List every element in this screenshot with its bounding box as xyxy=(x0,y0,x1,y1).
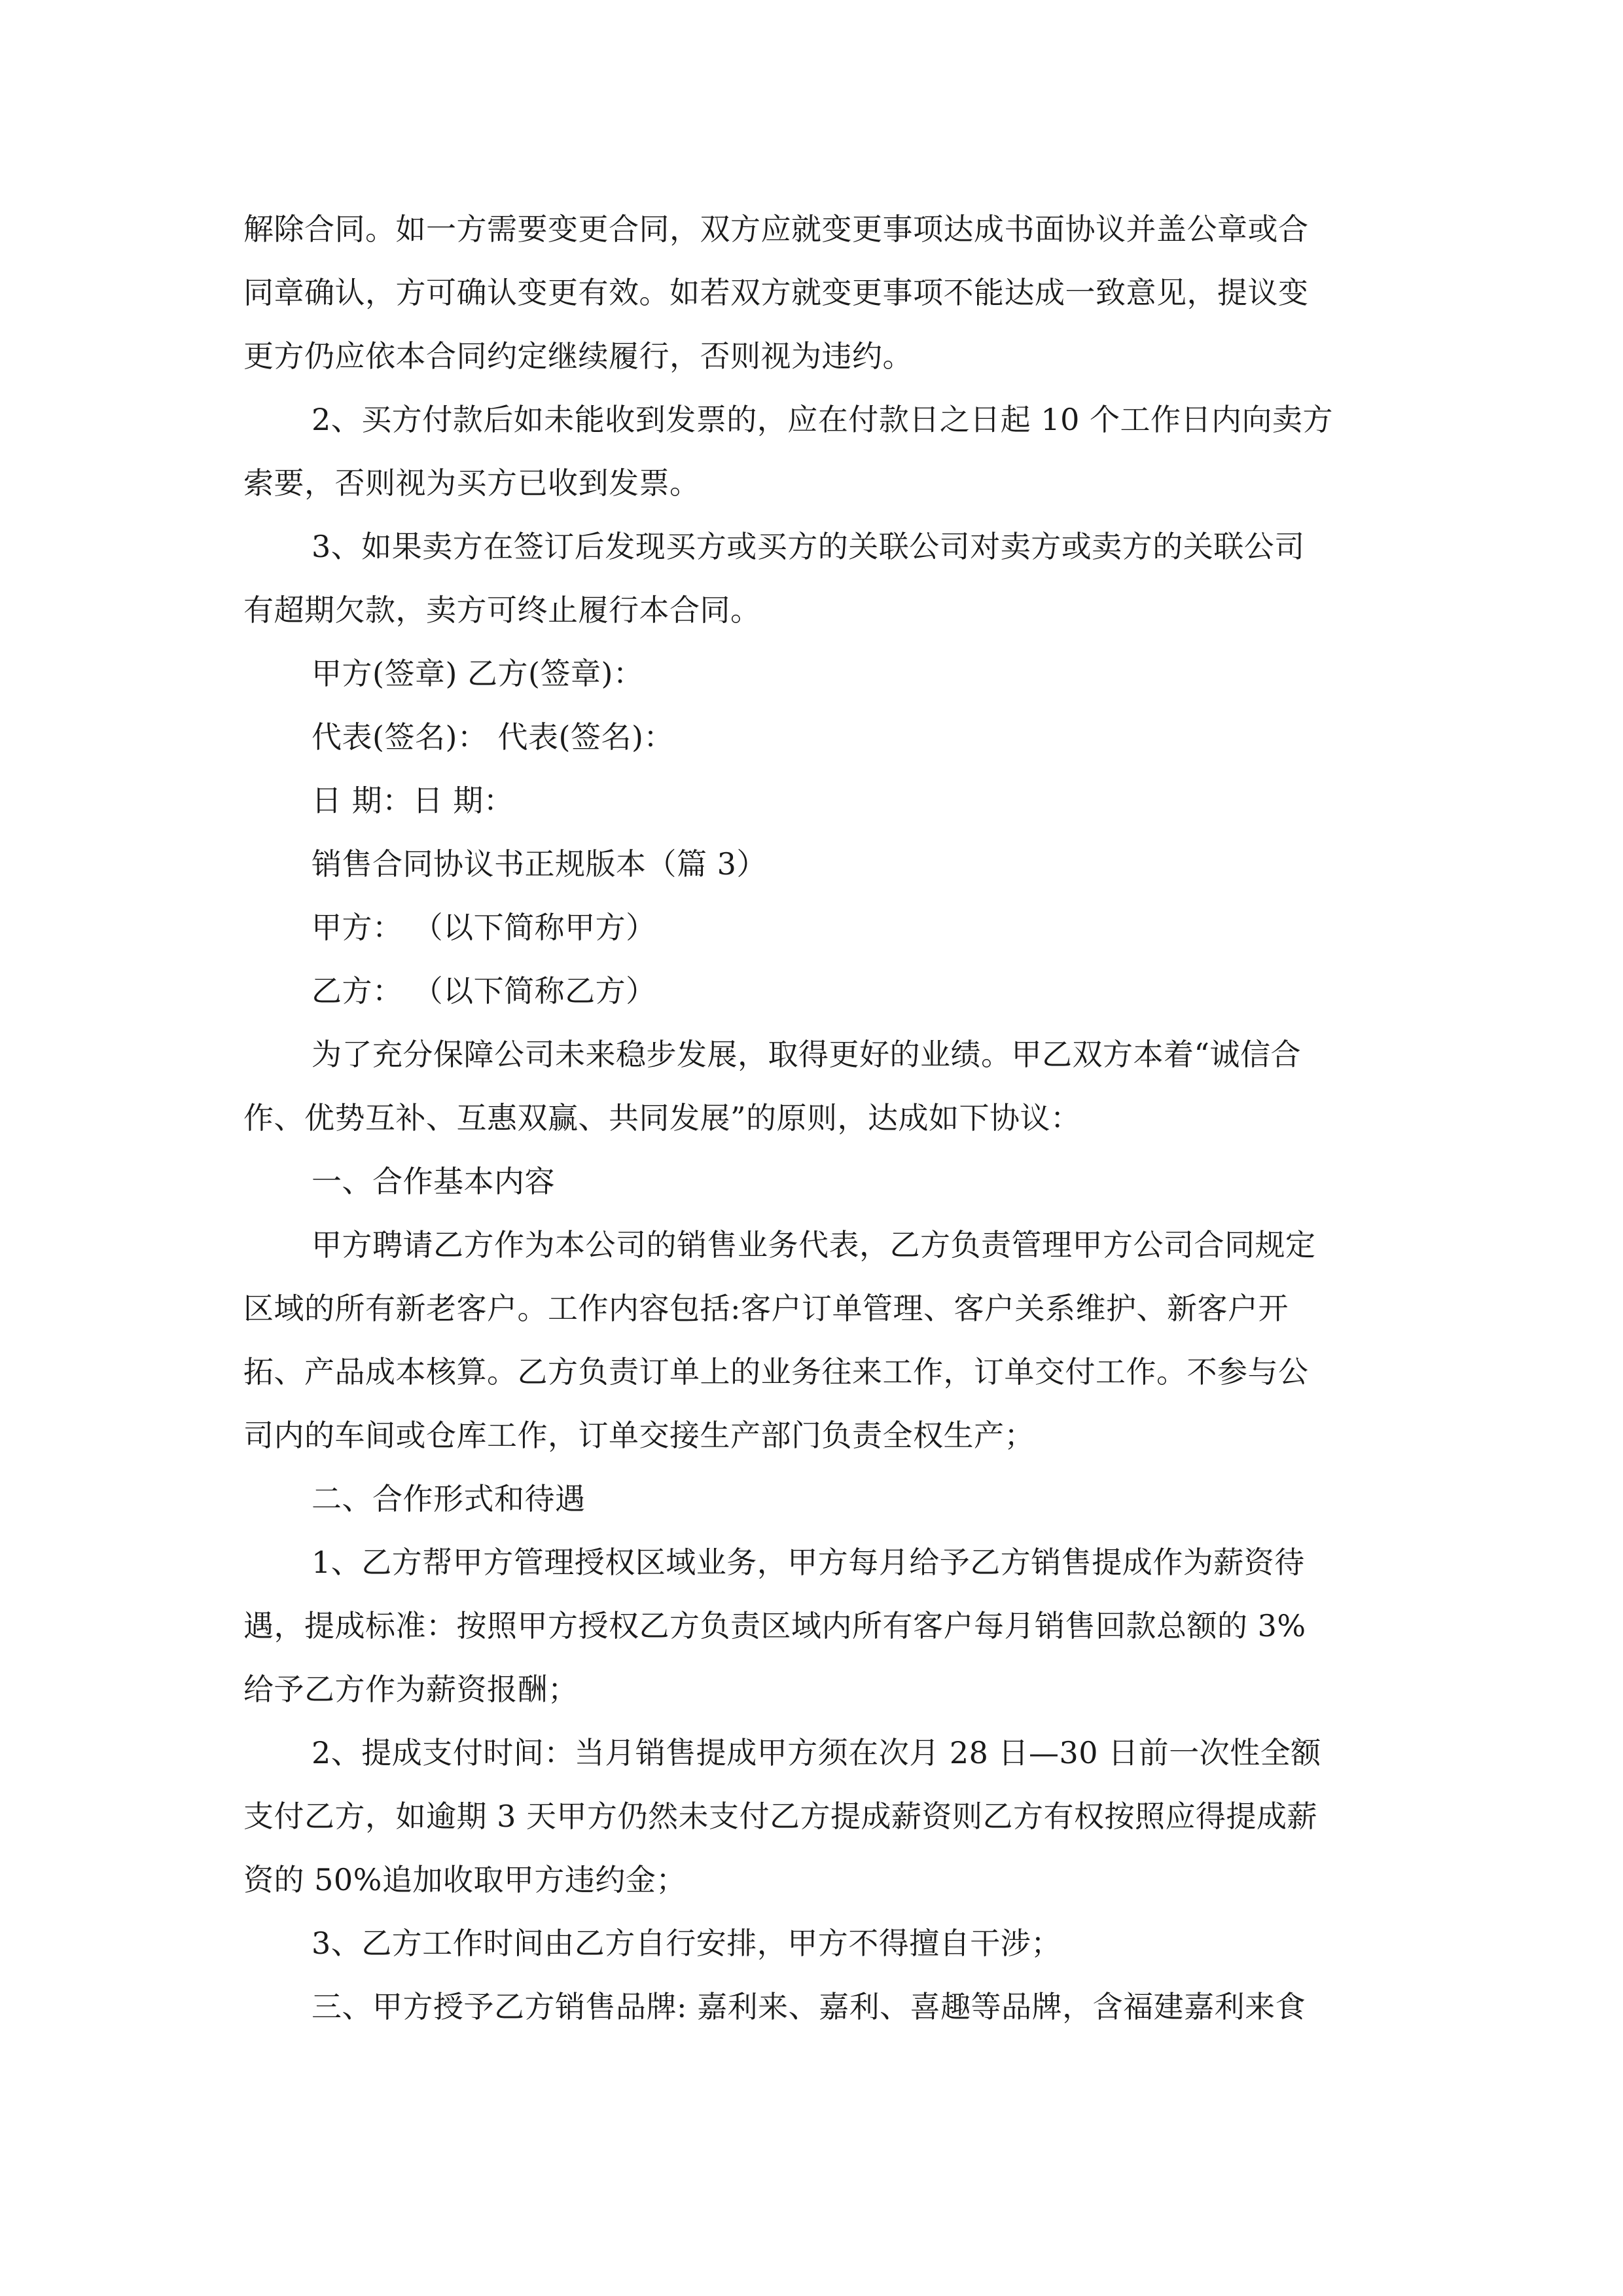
text-line: 一、合作基本内容 xyxy=(312,1164,555,1199)
text-line: 索要，否则视为买方已收到发票。 xyxy=(243,465,700,501)
text-line: 代表(签名)： 代表(签名)： xyxy=(312,719,674,755)
text-line: 资的 50%追加收取甲方违约金； xyxy=(243,1862,687,1897)
text-line: 1、乙方帮甲方管理授权区域业务，甲方每月给予乙方销售提成作为薪资待 xyxy=(312,1545,1305,1580)
text-line: 司内的车间或仓库工作，订单交接生产部门负责全权生产； xyxy=(243,1418,1035,1453)
text-line: 二、合作形式和待遇 xyxy=(312,1481,586,1516)
text-line: 遇，提成标准：按照甲方授权乙方负责区域内所有客户每月销售回款总额的 3% xyxy=(243,1608,1306,1643)
text-line: 同章确认，方可确认变更有效。如若双方就变更事项不能达成一致意见，提议变 xyxy=(243,275,1309,310)
text-line: 支付乙方，如逾期 3 天甲方仍然未支付乙方提成薪资则乙方有权按照应得提成薪 xyxy=(243,1799,1318,1834)
text-line: 2、提成支付时间：当月销售提成甲方须在次月 28 日—30 日前一次性全额 xyxy=(312,1735,1321,1770)
text-line: 甲方： （以下简称甲方） xyxy=(312,910,656,945)
text-line: 销售合同协议书正规版本（篇 3） xyxy=(312,846,767,882)
text-line: 有超期欠款，卖方可终止履行本合同。 xyxy=(243,592,761,628)
text-line: 3、如果卖方在签订后发现买方或买方的关联公司对卖方或卖方的关联公司 xyxy=(312,529,1305,564)
text-line: 为了充分保障公司未来稳步发展，取得更好的业绩。甲乙双方本着“诚信合 xyxy=(312,1037,1302,1072)
text-line: 拓、产品成本核算。乙方负责订单上的业务往来工作，订单交付工作。不参与公 xyxy=(243,1354,1309,1390)
text-line: 日 期：日 期： xyxy=(312,783,514,818)
document-body xyxy=(243,198,1382,2039)
text-line: 2、买方付款后如未能收到发票的，应在付款日之日起 10 个工作日内向卖方 xyxy=(312,402,1334,437)
text-line: 三、甲方授予乙方销售品牌: 嘉利来、嘉利、喜趣等品牌，含福建嘉利来食 xyxy=(312,1989,1306,2024)
text-line: 区域的所有新老客户。工作内容包括:客户订单管理、客户关系维护、新客户开 xyxy=(243,1291,1289,1326)
text-line: 更方仍应依本合同约定继续履行，否则视为违约。 xyxy=(243,338,913,374)
text-line: 乙方： （以下简称乙方） xyxy=(312,973,656,1009)
text-line: 甲方(签章) 乙方(签章)： xyxy=(312,656,644,691)
text-line: 解除合同。如一方需要变更合同，双方应就变更事项达成书面协议并盖公章或合 xyxy=(243,211,1309,247)
text-line: 3、乙方工作时间由乙方自行安排，甲方不得擅自干涉； xyxy=(312,1926,1061,1961)
text-line: 作、优势互补、互惠双赢、共同发展”的原则，达成如下协议： xyxy=(243,1100,1081,1136)
text-line: 甲方聘请乙方作为本公司的销售业务代表，乙方负责管理甲方公司合同规定 xyxy=(312,1227,1316,1263)
text-line: 给予乙方作为薪资报酬； xyxy=(243,1672,579,1707)
